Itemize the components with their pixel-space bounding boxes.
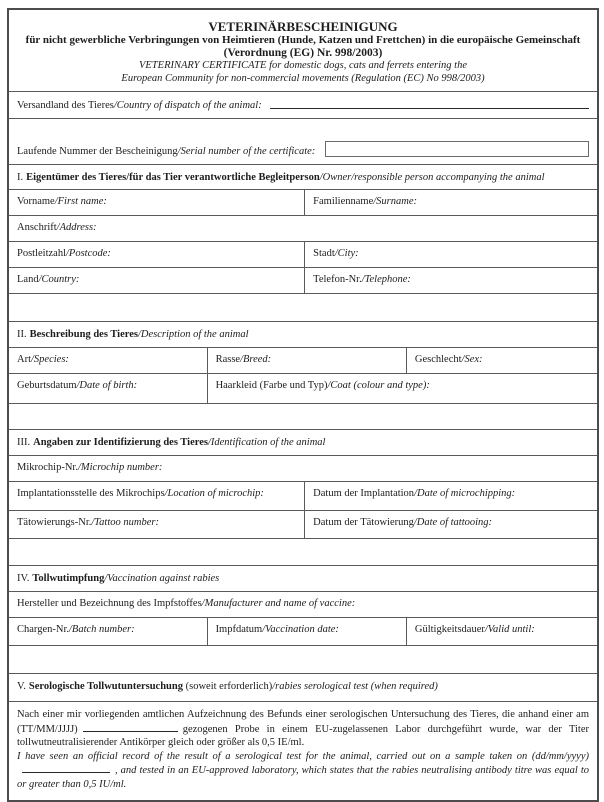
field-vaccination-date [207,618,406,645]
certificate-title-block [9,10,597,91]
section-1-header [9,164,597,189]
label-en: /Batch number: [69,624,135,635]
title-de-main: VETERINÄRBESCHEINIGUNG [208,19,398,34]
label-en: /Manufacturer and name of vaccine: [201,598,356,609]
label-en: /City: [334,248,359,259]
section-number: IV. [17,573,30,584]
spacer-row [9,538,597,565]
field-surname [304,190,597,215]
label-de: Anschrift [17,222,57,233]
row-name [9,189,597,215]
label-de: Telefon-Nr. [313,274,362,285]
label-de: Impfdatum [215,624,263,635]
label-de: Chargen-Nr. [17,624,70,635]
section-title-de: Serologische Tollwutuntersuchung [28,681,183,692]
row-vaccination-details [9,617,597,645]
title-de-regulation: (Verordnung (EG) Nr. 998/2003) [223,47,383,59]
field-breed [207,348,406,373]
section-title-de: Beschreibung des Tieres [29,329,138,340]
label-de: Versandland des Tieres [17,100,114,111]
spacer-row [9,645,597,673]
statement-de-part2: gezogenen Probe in einem EU-zugelassenen Labor durchgeführt wurde, war der Titer tollwutneutralisierender Antikörper gleich oder größer als 0,5 IE/ml. [17,723,589,748]
label-de: Datum der Tätowierung [313,517,414,528]
row-species-breed-sex [9,347,597,373]
statement-en-part1: I have seen an official record of the result of a serological test for the animal, carried out on a sample taken on (dd/mm/yyyy) [17,750,589,762]
label-de: Gültigkeitsdauer [414,624,485,635]
section-number: II. [17,329,27,340]
field-valid-until [406,618,597,645]
label-en: /Telephone: [361,274,411,285]
label-de: Land [17,274,39,285]
field-batch-number [9,618,207,645]
spacer-row [9,403,597,429]
label-de: Geburtsdatum [17,380,77,391]
label-en: /Valid until: [484,624,535,635]
serial-number-label [17,146,315,157]
row-tattoo-details [9,510,597,538]
label-en: /Date of tattooing: [413,517,493,528]
section-3-header [9,429,597,455]
section-title-en: /rabies serological test (when required) [272,681,438,692]
field-date-of-birth [9,374,207,403]
field-postcode [9,242,304,267]
statement-de-part1: Nach einer mir vorliegenden amtlichen Aufzeichnung des Befunds einer serologischen Untersuchung des Tieres, die anhand einer am (TT/MM/JJJJ) [17,709,589,735]
section-number: I. [17,172,24,183]
label-en: /Date of microchipping: [414,488,516,499]
section-title-en: /Vaccination against rabies [104,573,220,584]
section-5-header [9,673,597,701]
section-title-en: /Description of the animal [137,329,249,340]
country-of-dispatch-blank[interactable] [270,96,589,109]
field-first-name [9,190,304,215]
section-number: III. [17,437,31,448]
country-of-dispatch-label [17,100,262,111]
serology-statement [9,701,597,800]
label-en: /Surname: [373,196,417,207]
section-title-de: Tollwutimpfung [32,573,105,584]
field-microchip-number [9,455,597,481]
sample-date-blank-en[interactable] [22,763,110,773]
section-title-de: Angaben zur Identifizierung des Tieres [33,437,208,448]
label-en: /Postcode: [66,248,111,259]
label-en: /Date of birth: [76,380,138,391]
serology-statement-de [17,708,589,750]
label-en: /First name: [54,196,107,207]
label-en: /Serial number of the certificate: [177,146,316,157]
label-en: /Country of dispatch of the animal: [113,100,262,111]
field-tattoo-date [304,511,597,538]
label-en: /Species: [31,354,69,365]
field-country-of-dispatch [9,91,597,118]
field-sex [406,348,597,373]
section-4-header [9,565,597,591]
row-country-telephone [9,267,597,293]
label-de: Mikrochip-Nr. [17,462,78,473]
statement-en-part2: , and tested in an EU-approved laboratory, which states that the rabies neutralising antibody titre was equal to or greater than 0,5 IU/ml. [17,765,589,790]
label-de: Familienname [313,196,374,207]
field-coat [207,374,597,403]
title-de-subtitle: für nicht gewerbliche Verbringungen von Heimtieren (Hunde, Katzen und Frettchen) in die europäische Gemeinschaft [25,34,581,46]
label-de: Hersteller und Bezeichnung des Impfstoffes [17,598,202,609]
field-species [9,348,207,373]
field-serial-number [9,118,597,164]
label-de: Stadt [313,248,335,259]
label-de: Vorname [17,196,55,207]
label-en: /Location of microchip: [164,488,264,499]
field-microchip-location [9,482,304,510]
label-de: Postleitzahl [17,248,66,259]
label-en: /Tattoo number: [91,517,159,528]
label-en: /Breed: [240,354,272,365]
section-title-en: /Owner/responsible person accompanying the animal [319,172,545,183]
spacer-row [9,293,597,321]
serology-statement-en [17,750,589,792]
label-en: /Coat (colour and type): [327,380,430,391]
label-en: /Vaccination date: [262,624,339,635]
veterinary-certificate-document [7,8,599,802]
sample-date-blank-de[interactable] [83,722,178,732]
field-tattoo-number [9,511,304,538]
label-de: Tätowierungs-Nr. [17,517,92,528]
field-vaccine-manufacturer [9,591,597,617]
field-telephone [304,268,597,293]
title-en-line2: European Community for non-commercial movements (Regulation (EC) No 998/2003) [121,72,485,84]
field-microchip-date [304,482,597,510]
field-country [9,268,304,293]
label-de: Haarkleid (Farbe und Typ) [215,380,328,391]
label-de: Art [17,354,31,365]
label-de: Laufende Nummer der Bescheinigung [17,146,178,157]
label-de: Geschlecht [414,354,462,365]
row-postcode-city [9,241,597,267]
section-number: V. [17,681,26,692]
label-en: /Sex: [461,354,483,365]
field-city [304,242,597,267]
label-de: Implantationsstelle des Mikrochips [17,488,165,499]
serial-number-input[interactable] [325,141,589,157]
section-title-de-note: (soweit erforderlich) [183,681,273,692]
title-en-line1: VETERINARY CERTIFICATE for domestic dogs, cats and ferrets entering the [138,60,467,71]
label-en: /Address: [56,222,97,233]
label-en: /Country: [38,274,80,285]
field-address [9,215,597,241]
section-2-header [9,321,597,347]
label-de: Datum der Implantation [313,488,415,499]
row-microchip-details [9,481,597,510]
label-de: Rasse [215,354,241,365]
row-birth-coat [9,373,597,403]
label-en: /Microchip number: [77,462,163,473]
section-title-en: /Identification of the animal [207,437,326,448]
section-title-de: Eigentümer des Tieres/für das Tier verantwortliche Begleitperson [26,172,320,183]
